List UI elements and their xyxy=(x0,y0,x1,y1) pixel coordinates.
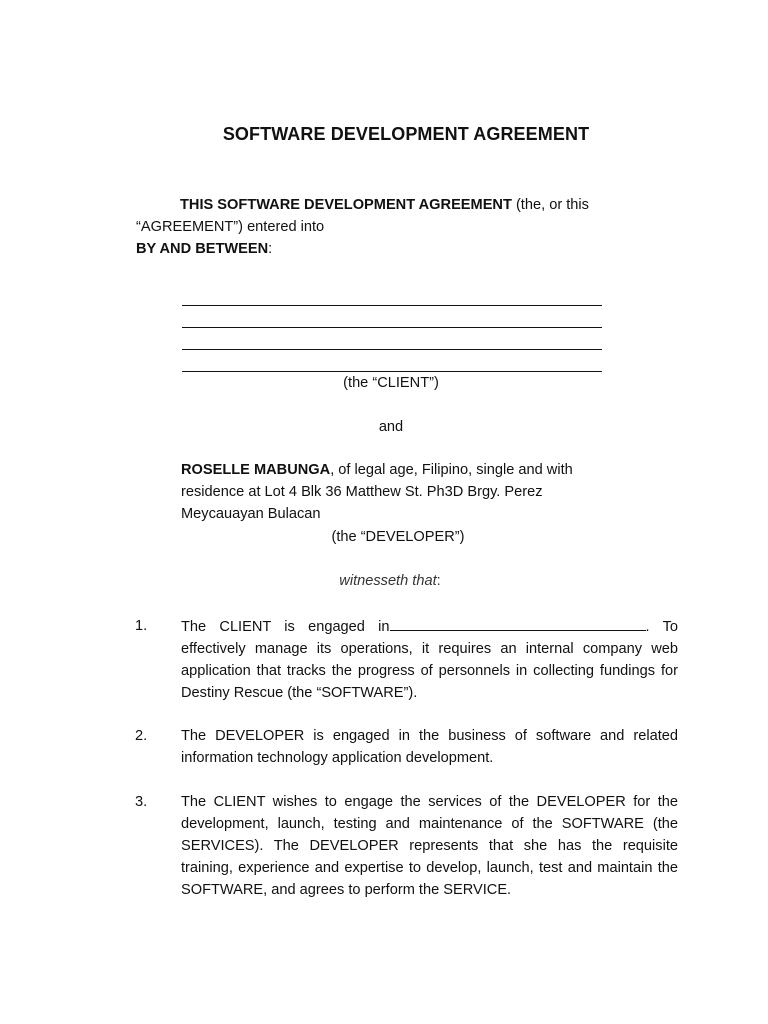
developer-paragraph xyxy=(181,459,601,525)
list-item-body: The CLIENT wishes to engage the services of the DEVELOPER for the development, launch, testing and maintenance of the SOFTWARE (the SERVICES). The DEVELOPER represents that she has the requisite training, experience and expertise to develop, launch, test and maintain the SOFTWARE, and agrees to perform the SERVICE. xyxy=(181,794,678,898)
witness-text: witnesseth that xyxy=(339,573,437,589)
intro-line-1 xyxy=(136,194,606,216)
client-blank-line xyxy=(182,350,602,372)
intro-lead-rest: (the, or this xyxy=(511,197,589,213)
developer-name: ROSELLE MABUNGA xyxy=(181,462,331,478)
developer-label: (the “DEVELOPER”) xyxy=(331,529,465,545)
item-1-rest: . To effectively manage its operations, it requires an internal company web application that tracks the progress of personnels in collecting fundings for Destiny Rescue (the “SOFTWARE”). xyxy=(181,619,678,701)
intro-bold-lead: THIS SOFTWARE DEVELOPMENT AGREEMENT xyxy=(180,197,512,213)
by-and-between-colon: : xyxy=(268,241,273,257)
client-blank-line xyxy=(182,306,602,328)
list-item-number: 1. xyxy=(135,618,148,634)
list-item-number: 3. xyxy=(135,794,148,810)
client-blank-line xyxy=(182,284,602,306)
and-separator: and xyxy=(378,419,404,435)
intro-paragraph xyxy=(136,194,606,260)
developer-details: , of legal age, Filipino, single and with residence at Lot 4 Blk 36 Matthew St. Ph3D Brgy. Perez Meycauayan Bulacan xyxy=(181,462,573,522)
witness-colon: : xyxy=(436,573,441,589)
list-item-body xyxy=(181,615,678,704)
client-label: (the “CLIENT”) xyxy=(343,375,439,391)
witness-line xyxy=(0,570,768,592)
client-blank-line xyxy=(182,328,602,350)
list-item-body: The DEVELOPER is engaged in the business of software and related information technology application development. xyxy=(181,728,678,766)
industry-blank-line xyxy=(390,615,646,631)
document-title: SOFTWARE DEVELOPMENT AGREEMENT xyxy=(222,124,590,144)
list-item-number: 2. xyxy=(135,728,148,744)
client-blank-lines xyxy=(182,284,602,372)
item-1-lead: The CLIENT is engaged in xyxy=(181,619,390,635)
intro-line-2: “AGREEMENT”) entered into xyxy=(136,219,325,235)
by-and-between xyxy=(136,238,606,260)
by-and-between-label: BY AND BETWEEN xyxy=(136,241,269,257)
